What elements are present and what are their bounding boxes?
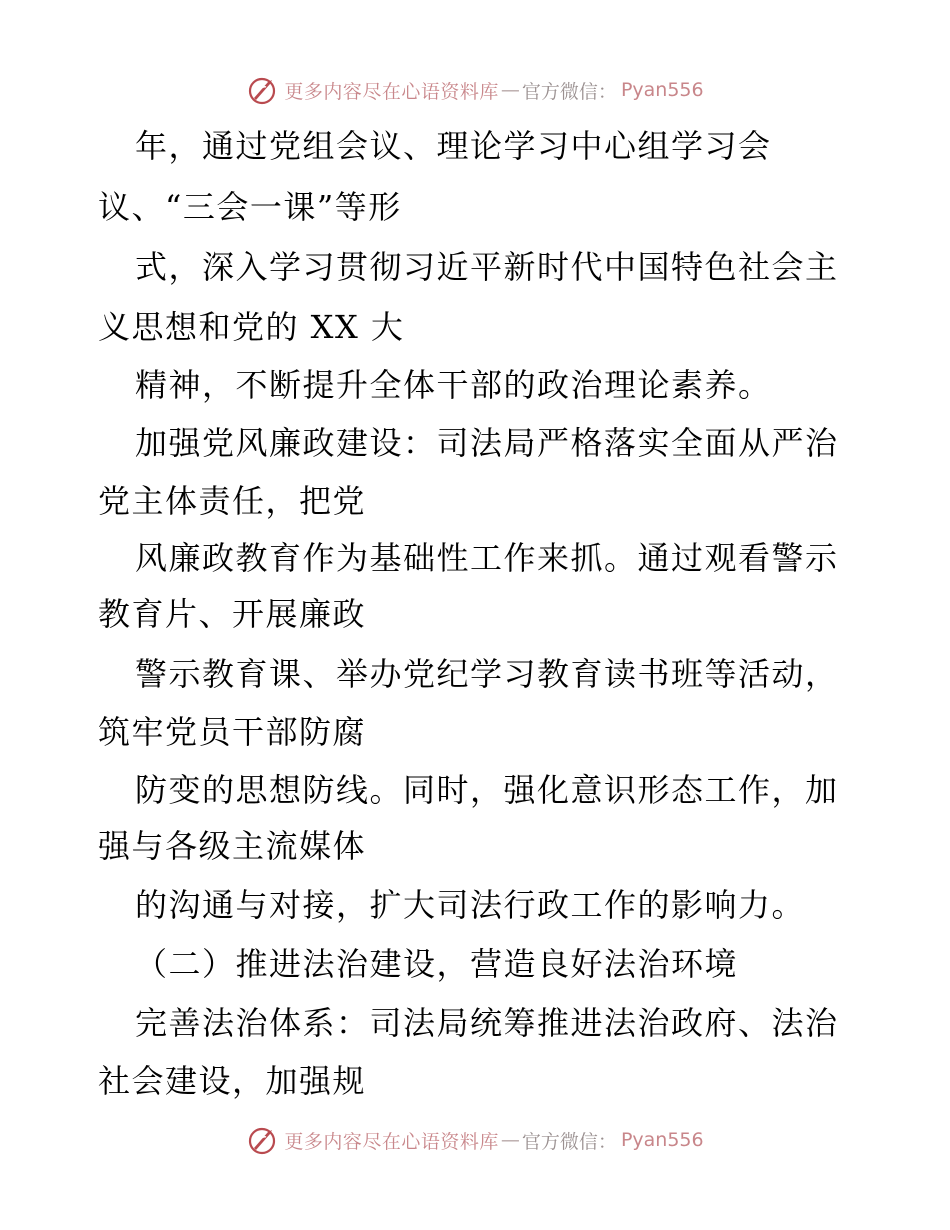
text-line: 精神，不断提升全体干部的政治理论素养。 bbox=[135, 366, 772, 404]
quill-logo-icon bbox=[246, 74, 278, 106]
text-line: 年，通过党组会议、理论学习中心组学习会 bbox=[135, 127, 772, 165]
text-line: 筑牢党员干部防腐 bbox=[98, 713, 367, 751]
header-watermark bbox=[0, 70, 950, 110]
watermark-wechat-id: Pyan556 bbox=[620, 79, 704, 101]
text-line: 防变的思想防线。同时，强化意识形态工作，加 bbox=[135, 771, 839, 809]
watermark-main-text: 更多内容尽在心语资料库 bbox=[284, 1130, 499, 1153]
text-line: 社会建设，加强规 bbox=[98, 1062, 367, 1100]
text-line: 风廉政教育作为基础性工作来抓。通过观看警示 bbox=[135, 539, 839, 577]
text-line: 党主体责任，把党 bbox=[98, 482, 367, 520]
watermark-main-text: 更多内容尽在心语资料库 bbox=[284, 80, 499, 103]
quill-logo-icon bbox=[246, 1124, 278, 1156]
text-line: 强与各级主流媒体 bbox=[98, 827, 367, 865]
text-line: 完善法治体系：司法局统筹推进法治政府、法治 bbox=[135, 1004, 839, 1042]
section-heading: （二）推进法治建设，营造良好法治环境 bbox=[135, 945, 739, 983]
text-line: 议、“三会一课”等形 bbox=[98, 188, 402, 226]
text-line: 教育片、开展廉政 bbox=[98, 595, 367, 633]
watermark-dash: — bbox=[500, 1129, 520, 1151]
watermark-wechat-id: Pyan556 bbox=[620, 1129, 704, 1151]
text-line: 式，深入学习贯彻习近平新时代中国特色社会主 bbox=[135, 248, 839, 286]
text-line: 义思想和党的 XX 大 bbox=[98, 308, 405, 346]
footer-watermark bbox=[0, 1120, 950, 1160]
watermark-dash: — bbox=[500, 79, 520, 101]
watermark-official-label: 官方微信： bbox=[521, 1130, 617, 1153]
text-line: 加强党风廉政建设：司法局严格落实全面从严治 bbox=[135, 424, 839, 462]
text-line: 警示教育课、举办党纪学习教育读书班等活动， bbox=[135, 655, 839, 693]
watermark-official-label: 官方微信： bbox=[521, 80, 617, 103]
text-line: 的沟通与对接，扩大司法行政工作的影响力。 bbox=[135, 886, 806, 924]
